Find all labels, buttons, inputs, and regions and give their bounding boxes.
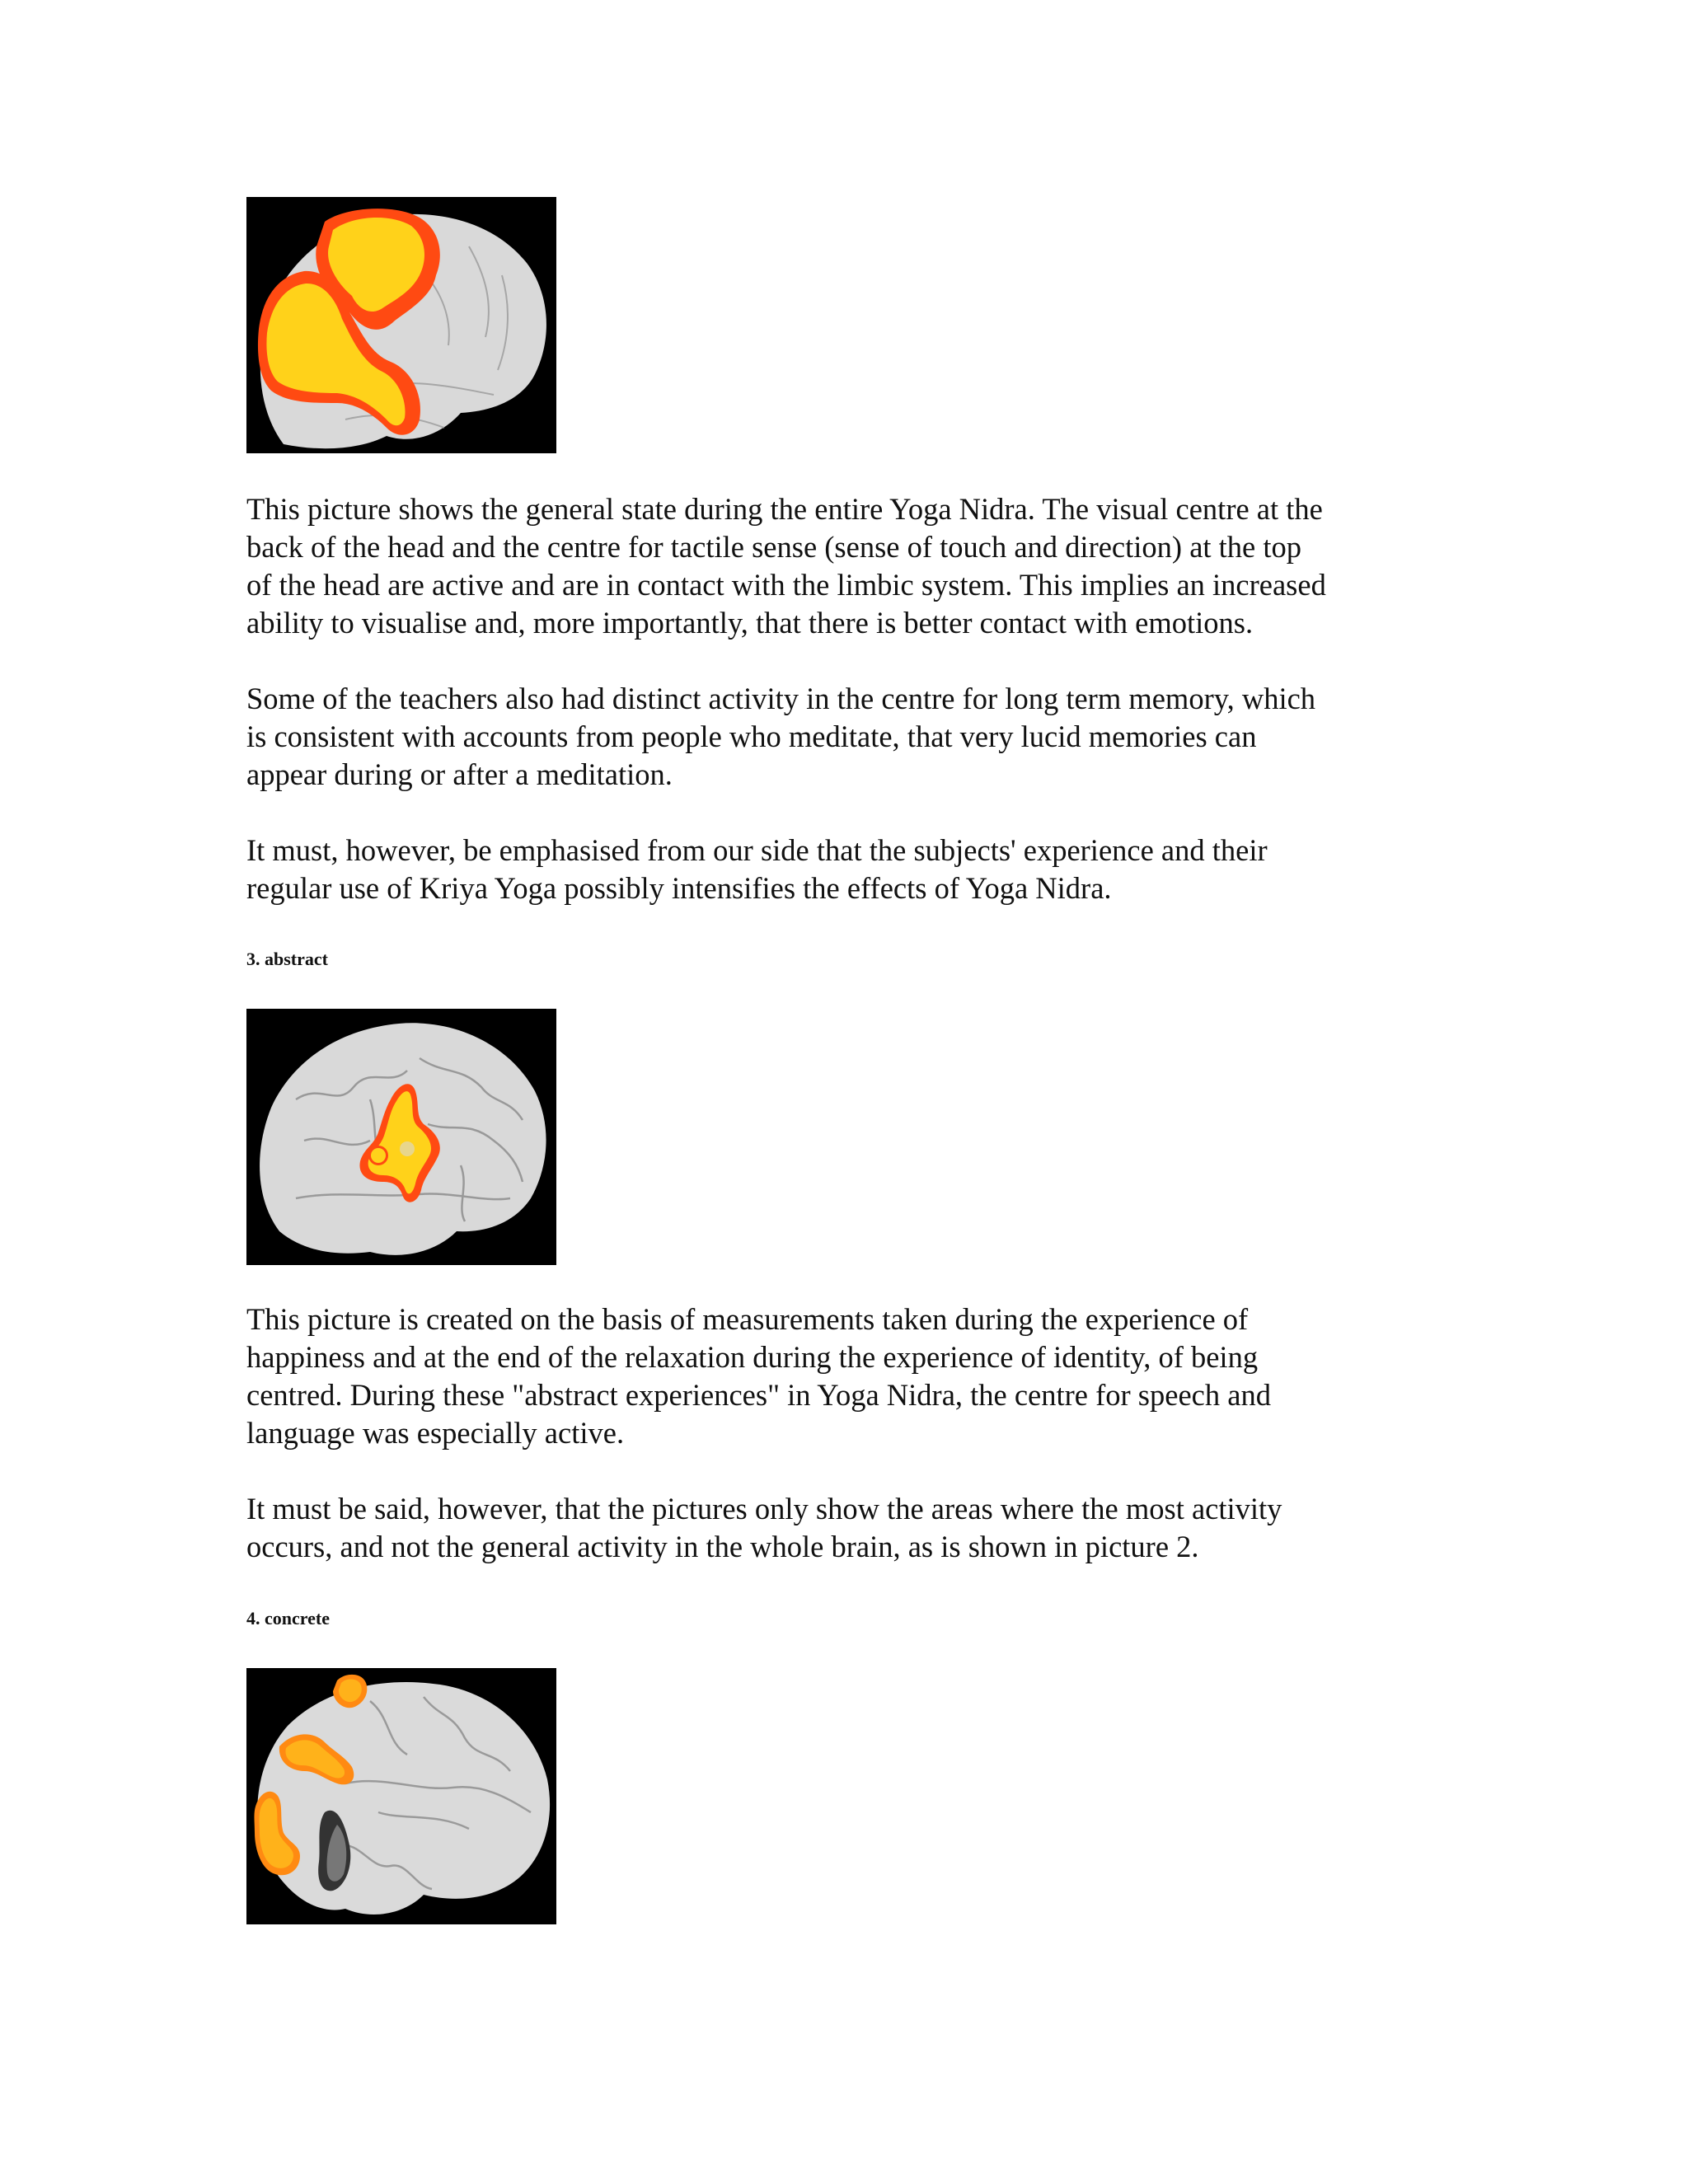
brain-scan-icon bbox=[246, 1668, 556, 1924]
paragraph-kriya-yoga: It must, however, be emphasised from our side that the subjects' experience and their regular use of Kriya Yoga possibly intensifies the effects of Yoga Nidra. bbox=[246, 833, 1268, 905]
caption-concrete: 4. concrete bbox=[246, 1608, 330, 1629]
brain-scan-icon bbox=[246, 197, 556, 453]
brain-scan-image-3 bbox=[246, 1009, 556, 1265]
brain-scan-icon bbox=[246, 1009, 556, 1265]
paragraph-general-state: This picture shows the general state during the entire Yoga Nidra. The visual centre at the back of the head and the centre for tactile sense (sense of touch and direction) at the top of the head are active and are in contact with the limbic system. This implies an increased ability to visualise and, more importantly, that there is better contact with emotions. bbox=[246, 492, 1326, 640]
brain-scan-image-2 bbox=[246, 197, 556, 453]
caption-abstract: 3. abstract bbox=[246, 949, 328, 969]
paragraph-activity-note: It must be said, however, that the pictures only show the areas where the most activity occurs, and not the general activity in the whole brain, as is shown in picture 2. bbox=[246, 1492, 1282, 1563]
paragraph-abstract-experiences: This picture is created on the basis of measurements taken during the experience of happiness and at the end of the relaxation during the experience of identity, of being centred. During these "abstract experiences" in Yoga Nidra, the centre for speech and language was especially active. bbox=[246, 1302, 1271, 1450]
brain-scan-image-4 bbox=[246, 1668, 556, 1924]
paragraph-long-term-memory: Some of the teachers also had distinct activity in the centre for long term memory, which is consistent with accounts from people who meditate, that very lucid memories can appear during or after a meditation. bbox=[246, 682, 1316, 791]
